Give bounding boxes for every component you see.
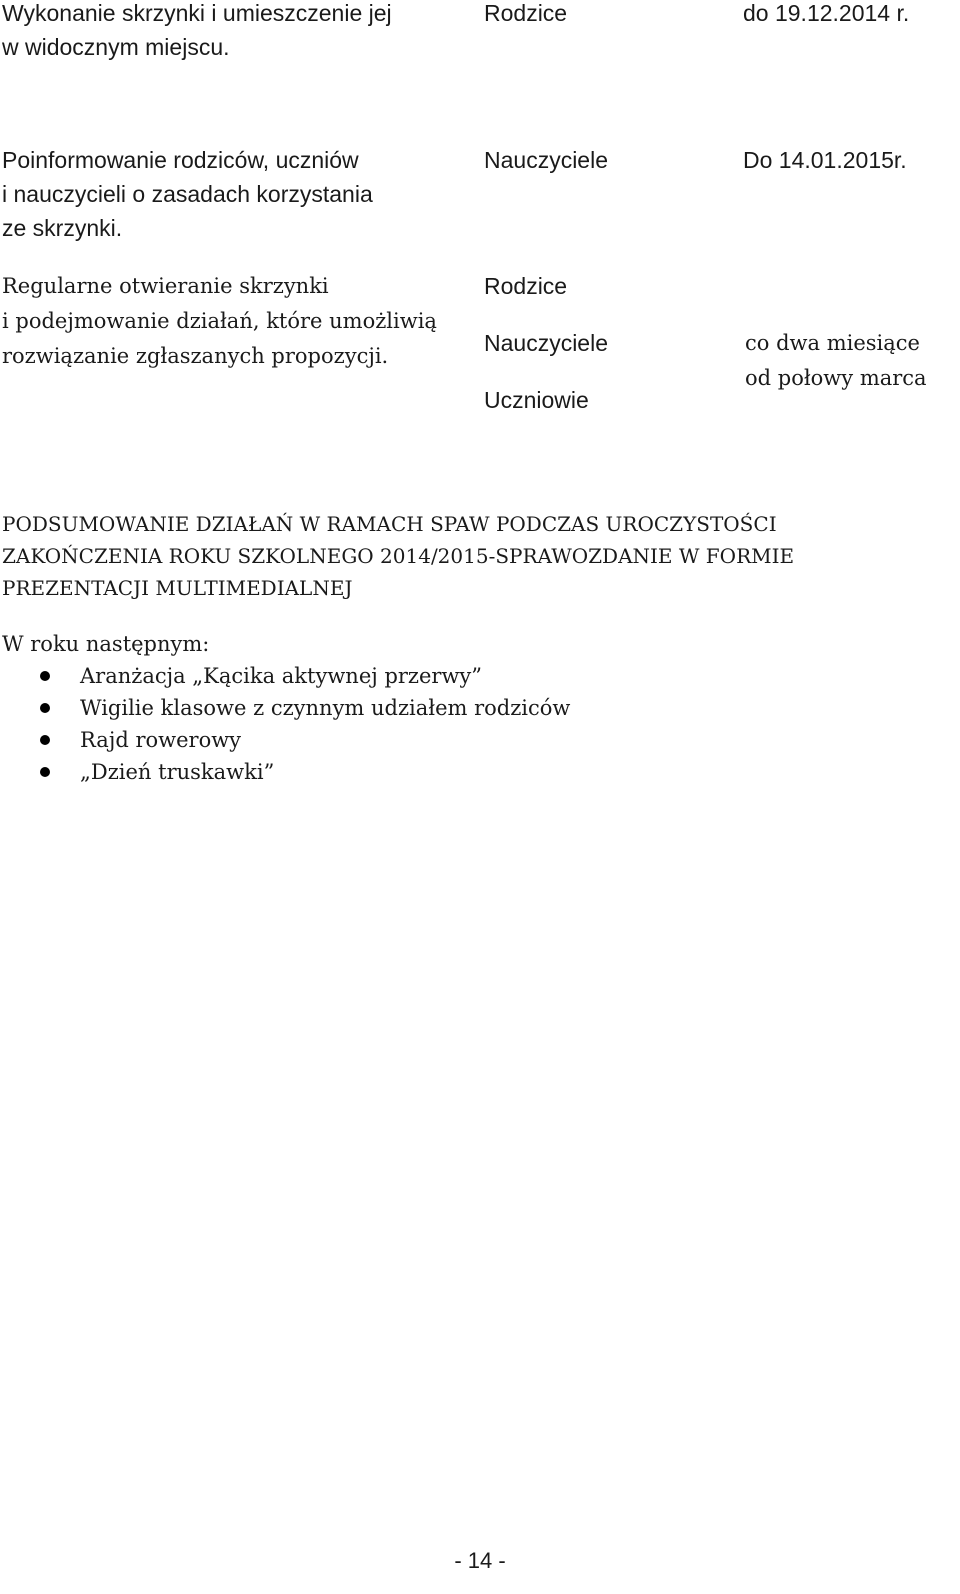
responsible-text: Rodzice xyxy=(484,0,568,26)
list-item-text: Rajd rowerowy xyxy=(80,728,242,752)
deadline-text: od połowy marca xyxy=(745,366,927,390)
task-text: Wykonanie skrzynki i umieszczenie jej xyxy=(2,0,392,26)
table-row xyxy=(2,0,392,64)
responsible-text: Nauczyciele xyxy=(484,330,608,356)
list-item xyxy=(0,724,570,756)
task-text: i nauczycieli o zasadach korzystania xyxy=(2,181,373,207)
summary-line: ZAKOŃCZENIA ROKU SZKOLNEGO 2014/2015-SPRAWOZDANIE W FORMIE xyxy=(2,544,795,568)
responsible-text: Rodzice xyxy=(484,273,568,299)
deadline-text: do 19.12.2014 r. xyxy=(743,0,910,26)
list-item xyxy=(0,660,570,692)
bullet-icon xyxy=(40,703,50,713)
next-year-heading: W roku następnym: xyxy=(2,632,210,656)
responsible-text: Uczniowie xyxy=(484,387,589,413)
deadline-block xyxy=(745,326,927,396)
task-text: w widocznym miejscu. xyxy=(2,34,230,60)
list-item-text: Wigilie klasowe z czynnym udziałem rodziców xyxy=(80,696,571,720)
table-row xyxy=(2,269,437,374)
task-text: rozwiązanie zgłaszanych propozycji. xyxy=(2,344,389,368)
bullet-icon xyxy=(40,735,50,745)
list-item xyxy=(0,692,570,724)
bullet-icon xyxy=(40,671,50,681)
deadline-text: Do 14.01.2015r. xyxy=(743,147,907,173)
list-item-text: „Dzień truskawki” xyxy=(80,760,275,784)
next-year-list xyxy=(0,660,570,788)
responsible-text: Nauczyciele xyxy=(484,147,608,173)
page-number: - 14 - xyxy=(454,1548,506,1573)
summary-heading xyxy=(2,508,952,604)
task-text: Regularne otwieranie skrzynki xyxy=(2,274,329,298)
bullet-icon xyxy=(40,767,50,777)
summary-line: PODSUMOWANIE DZIAŁAŃ W RAMACH SPAW PODCZAS UROCZYSTOŚCI xyxy=(2,512,777,536)
task-text: i podejmowanie działań, które umożliwią xyxy=(2,309,437,333)
task-text: Poinformowanie rodziców, uczniów xyxy=(2,147,359,173)
summary-line: PREZENTACJI MULTIMEDIALNEJ xyxy=(2,576,353,600)
deadline-text: co dwa miesiące xyxy=(745,331,920,355)
table-row xyxy=(2,143,373,245)
task-text: ze skrzynki. xyxy=(2,215,123,241)
list-item xyxy=(0,756,570,788)
list-item-text: Aranżacja „Kącika aktywnej przerwy” xyxy=(80,664,483,688)
